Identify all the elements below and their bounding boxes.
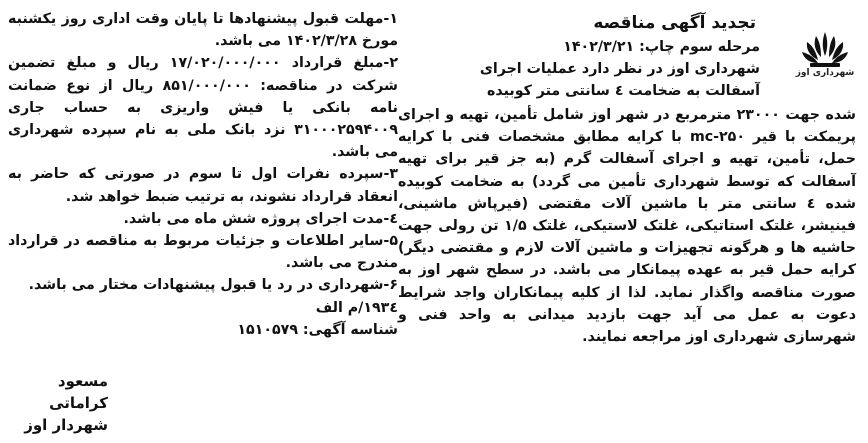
condition-item: ۵-سایر اطلاعات و جزئیات مربوط به مناقصه در قرارداد مندرج می باشد. — [8, 233, 398, 272]
intro-line-1: شهرداری اوز در نظر دارد عملیات اجرای — [479, 61, 760, 77]
condition-item: ۱-مهلت قبول پیشنهادها تا پایان وقت اداری روز یکشنبه مورخ ۱۴۰۲/۳/۲۸ می باشد. — [8, 11, 398, 50]
reference-number: ۱۹۳٤/م الف — [315, 299, 398, 316]
notice-main-column — [398, 8, 856, 438]
condition-item: ٤-مدت اجرای پروژه شش ماه می باشد. — [123, 210, 398, 227]
condition-item: ۲-مبلغ قرارداد ۱۷/۰۲۰/۰۰۰/۰۰۰ ریال و مبلغ تضمین شرکت در مناقصه: ۸۵۱/۰۰۰/۰۰۰ ریال از نوع ضمانت نامه بانکی یا فیش واریزی به حساب جاری ۳۱۰۰۰۲۵۹۴۰۰۹ نزد بانک ملی به نام سپرده شهرداری می باشد. — [8, 55, 399, 161]
notice-title: تجدید آگهی مناقصه — [593, 13, 756, 33]
signatory-name: مسعود کراماتی — [49, 372, 108, 412]
conditions-column — [8, 8, 398, 438]
intro-line-2: آسفالت به ضخامت ٤ سانتی متر کوبیده — [487, 83, 760, 99]
signatory-position: شهردار اوز — [24, 416, 108, 434]
notice-id: شناسه آگهی: ۱۵۱۰۵۷۹ — [237, 321, 398, 338]
conditions-list — [8, 8, 398, 297]
logo-caption: شهرداری اوز — [795, 68, 855, 78]
condition-item: ۳-سپرده نفرات اول تا سوم در صورتی که حاضر به انعقاد قرارداد نشوند، به ترتیب ضبط خواهد شد. — [8, 166, 398, 205]
notice-body: شده جهت ۲۳۰۰۰ مترمربع در شهر اوز شامل تأمین، تهیه و اجرای پریمکت با قیر mc-۲۵۰ با کرایه مطابق مشخصات فنی با کرایه حمل، تأمین، تهیه و اجرای آسفالت گرم (به جز قیر برای تهیه آسفالت که توسط شهرداری تأمین می گردد) به ضخامت کوبیده شده ٤ سانتی متر با ماشین آلات مقتضی (فیرپاش ماشینی، فینیشر، غلتک استاتیکی، غلتک لاستیکی، غلتک ۱/۵ تن رولی جهت حاشیه ها و هرگونه تجهیزات و ماشین آلات لازم و مقتضی دیگر) کرایه حمل قیر به عهده پیمانکار می باشد. در سطح شهر اوز به صورت مناقصه واگذار نماید. لذا از کلیه پیمانکاران واجد شرایط دعوت به عمل می آید جهت بازدید میدانی به واحد فنی و شهرسازی شهرداری اوز مراجعه نمایند. — [398, 107, 856, 346]
print-stage: مرحله سوم چاپ: ۱۴۰۲/۳/۲۱ — [563, 39, 760, 55]
condition-item: ۶-شهرداری در رد یا قبول پیشنهادات مختار می باشد. — [28, 277, 398, 294]
signature-block — [8, 370, 108, 436]
